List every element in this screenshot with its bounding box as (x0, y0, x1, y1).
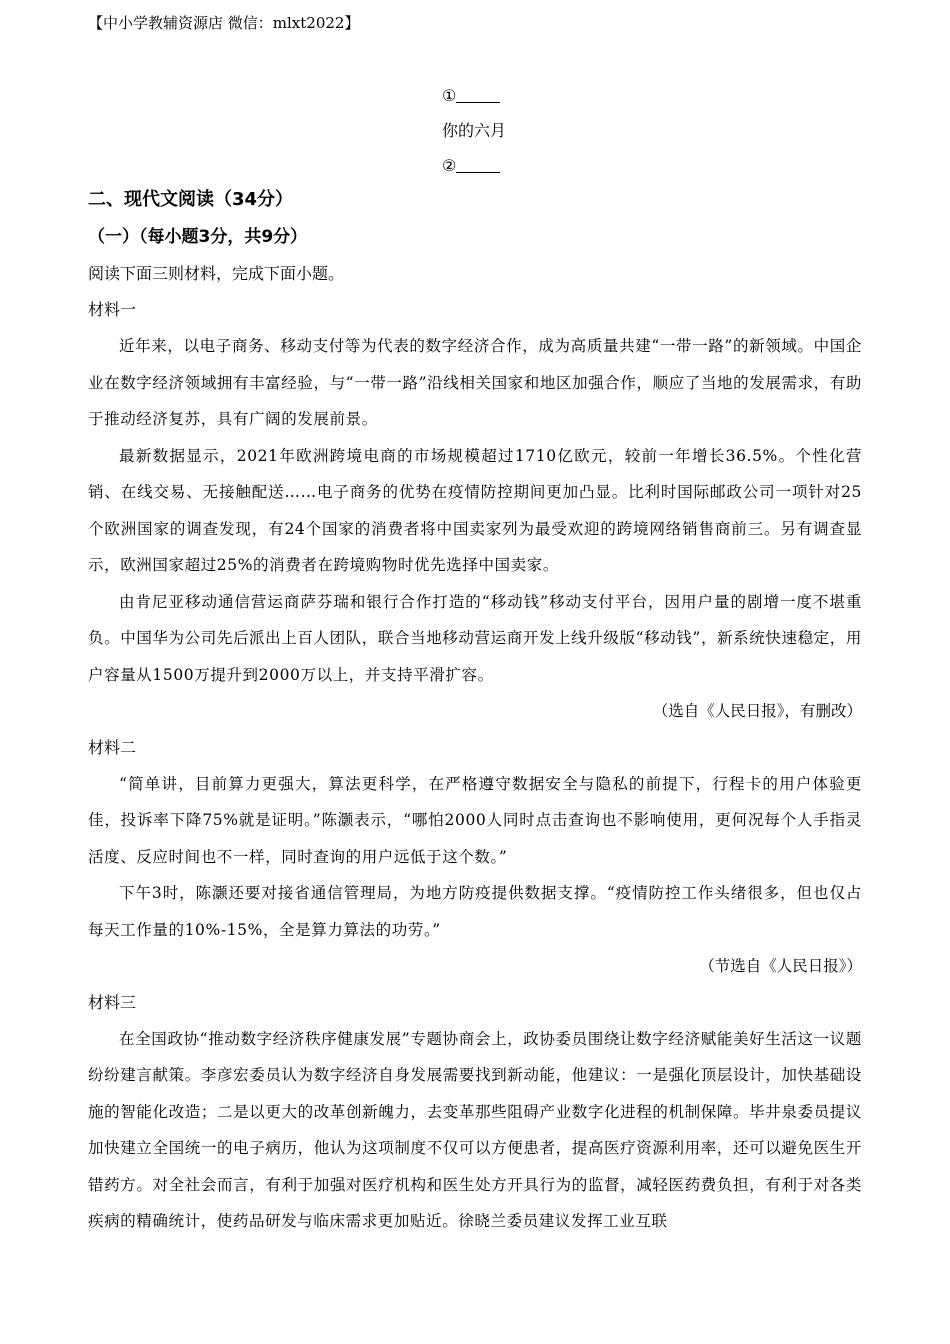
paragraph: “简单讲，目前算力更强大，算法更科学，在严格遵守数据安全与隐私的前提下，行程卡的用户体验更佳，投诉率下降75%就是证明。”陈灏表示，“哪怕2000人同时点击查询也不影响使用，更何况每个人手指灵活度、反应时间也不一样，同时查询的用户远低于这个数。” (88, 774, 862, 866)
watermark-header: 【中小学教辅资源店 微信：mlxt2022】 (88, 14, 360, 32)
fill-blank-1[interactable] (456, 86, 500, 103)
poem-line: 你的六月 (442, 121, 507, 140)
material-3 (88, 985, 862, 1240)
reading-section (88, 182, 862, 1240)
material-label: 材料三 (88, 992, 137, 1012)
poem-fragment (442, 78, 506, 183)
material-label: 材料一 (88, 300, 137, 319)
section-subtitle: （一）（每小题3分，共9分） (88, 227, 308, 247)
source-citation: （节选自《人民日报》） (699, 957, 862, 975)
paragraph: 在全国政协“推动数字经济秩序健康发展”专题协商会上，政协委员围绕让数字经济赋能美好生活这一议题纷纷建言献策。李彦宏委员认为数字经济自身发展需要找到新动能，他建议：一是强化顶层设计，加快基础设施的智能化改造；二是以更大的改革创新魄力，去变革那些阻碍产业数字化进程的机制保障。毕井泉委员提议加快建立全国统一的电子病历，他认为这项制度不仅可以方便患者，提高医疗资源利用率，还可以避免医生开错药方。对全社会而言，有利于加强对医疗机构和医生处方开具行为的监督，减轻医药费负担，有利于对各类疾病的精确统计，使药品研发与临床需求更加贴近。徐晓兰委员建议发挥工业互联 (88, 1029, 862, 1230)
material-2 (88, 730, 862, 985)
paragraph: 最新数据显示，2021年欧洲跨境电商的市场规模超过1710亿欧元，较前一年增长36.5%。个性化营销、在线交易、无接触配送……电子商务的优势在疫情防控期间更加凸显。比利时国际邮政公司一项针对25个欧洲国家的调查发现，有24个国家的消费者将中国卖家列为最受欢迎的跨境网络销售商前三。另有调查显示，欧洲国家超过25%的消费者在跨境购物时优先选择中国卖家。 (88, 446, 862, 574)
paragraph: 近年来，以电子商务、移动支付等为代表的数字经济合作，成为高质量共建“一带一路”的新领域。中国企业在数字经济领域拥有丰富经验，与“一带一路”沿线相关国家和地区加强合作，顺应了当地的发展需求，有助于推动经济复苏，具有广阔的发展前景。 (88, 337, 862, 428)
paragraph: 由肯尼亚移动通信营运商萨芬瑞和银行合作打造的“移动钱”移动支付平台，因用户量的剧增一度不堪重负。中国华为公司先后派出上百人团队，联合当地移动营运商开发上线升级版“移动钱”，新系统快速稳定，用户容量从1500万提升到2000万以上，并支持平滑扩容。 (88, 592, 862, 684)
material-label: 材料二 (88, 737, 137, 757)
poem-blank-2: ② (442, 148, 506, 183)
section-title: 二、现代文阅读（34分） (88, 189, 294, 210)
paragraph: 下午3时，陈灏还要对接省通信管理局，为地方防疫提供数据支撑。“疫情防控工作头绪很多，但也仅占每天工作量的10%-15%，全是算力算法的功劳。” (88, 884, 862, 939)
material-1 (88, 292, 862, 730)
poem-blank-1: ① (442, 78, 506, 113)
source-citation: （选自《人民日报》，有删改） (652, 702, 862, 720)
fill-blank-2[interactable] (456, 156, 500, 173)
instruction: 阅读下面三则材料，完成下面小题。 (88, 264, 345, 283)
